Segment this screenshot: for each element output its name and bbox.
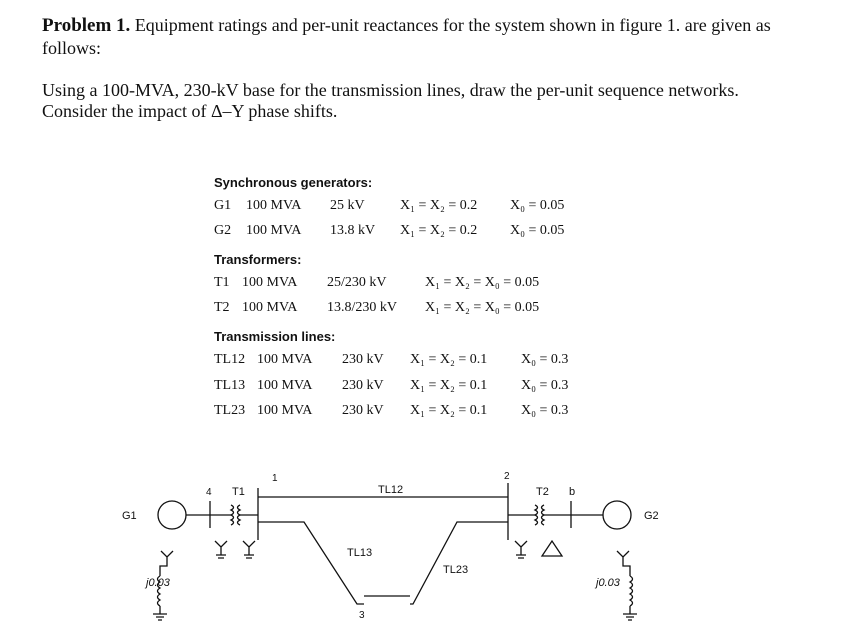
line-row-x0: X₀ = 0.3 xyxy=(521,378,569,393)
xfmr-row-mva: 100 MVA xyxy=(242,300,298,315)
g1-ground-impedance: j0.03 xyxy=(146,577,170,589)
line-row-kv: 230 kV xyxy=(342,378,384,393)
line-row-name: TL13 xyxy=(214,378,246,393)
bus-b-label: b xyxy=(569,486,576,498)
line-row-mva: 100 MVA xyxy=(257,403,313,418)
t1-winding-icons xyxy=(215,541,255,558)
g2-ground-icon xyxy=(617,551,637,620)
lines-header: Transmission lines: xyxy=(214,329,336,344)
gen-row-name: G2 xyxy=(214,223,232,238)
tl13-label: TL13 xyxy=(347,547,373,559)
tl23-line xyxy=(410,522,508,604)
generators-header: Synchronous generators: xyxy=(214,175,373,190)
bus-2-label: 2 xyxy=(504,471,510,482)
t2-transformer-icon xyxy=(535,505,544,525)
problem-intro: Equipment ratings and per-unit reactances for the system shown in figure 1. are given as follows: xyxy=(42,15,771,58)
line-row-x12: X₁ = X₂ = 0.1 xyxy=(410,403,488,418)
xfmr-row-x: X₁ = X₂ = X₀ = 0.05 xyxy=(425,300,540,315)
gen-row-x12: X₁ = X₂ = 0.2 xyxy=(400,223,478,238)
gen-row-mva: 100 MVA xyxy=(246,198,302,213)
xfmr-row-name: T2 xyxy=(214,300,230,315)
xfmr-row-kv: 13.8/230 kV xyxy=(327,300,397,315)
transformers-header: Transformers: xyxy=(214,252,302,267)
t1-label: T1 xyxy=(232,486,245,498)
bus-1-label: 1 xyxy=(272,473,278,484)
line-row-x12: X₁ = X₂ = 0.1 xyxy=(410,352,488,367)
g1-machine xyxy=(158,501,186,529)
xfmr-row-name: T1 xyxy=(214,275,230,290)
line-row-name: TL23 xyxy=(214,403,246,418)
line-row-mva: 100 MVA xyxy=(257,378,313,393)
instruction-line-2: Consider the impact of Δ–Y phase shifts. xyxy=(42,101,338,121)
tl13-line xyxy=(258,522,364,604)
t2-label: T2 xyxy=(536,486,549,498)
line-row-name: TL12 xyxy=(214,352,246,367)
line-row-x0: X₀ = 0.3 xyxy=(521,352,569,367)
bus-3-label: 3 xyxy=(359,610,365,621)
g2-label: G2 xyxy=(644,510,659,522)
g1-label: G1 xyxy=(122,510,137,522)
instruction-line-1: Using a 100-MVA, 230-kV base for the transmission lines, draw the per-unit sequence networks. xyxy=(42,80,739,100)
t2-delta-icon xyxy=(542,541,562,556)
gen-row-kv: 13.8 kV xyxy=(330,223,376,238)
line-row-x0: X₀ = 0.3 xyxy=(521,403,569,418)
tl12-label: TL12 xyxy=(378,484,404,496)
xfmr-row-mva: 100 MVA xyxy=(242,275,298,290)
t1-transformer-icon xyxy=(231,505,240,525)
gen-row-name: G1 xyxy=(214,198,232,213)
line-row-kv: 230 kV xyxy=(342,352,384,367)
line-row-mva: 100 MVA xyxy=(257,352,313,367)
gen-row-kv: 25 kV xyxy=(330,198,365,213)
xfmr-row-kv: 25/230 kV xyxy=(327,275,387,290)
g2-ground-impedance: j0.03 xyxy=(596,577,620,589)
t2-wye-ground-icon xyxy=(515,541,527,558)
line-row-x12: X₁ = X₂ = 0.1 xyxy=(410,378,488,393)
problem-label: Problem 1. xyxy=(42,15,131,36)
bus-4-label: 4 xyxy=(206,487,212,498)
tl23-label: TL23 xyxy=(443,564,469,576)
g2-machine xyxy=(603,501,631,529)
gen-row-mva: 100 MVA xyxy=(246,223,302,238)
gen-row-x0: X₀ = 0.05 xyxy=(510,198,565,213)
line-row-kv: 230 kV xyxy=(342,403,384,418)
xfmr-row-x: X₁ = X₂ = X₀ = 0.05 xyxy=(425,275,540,290)
gen-row-x0: X₀ = 0.05 xyxy=(510,223,565,238)
gen-row-x12: X₁ = X₂ = 0.2 xyxy=(400,198,478,213)
